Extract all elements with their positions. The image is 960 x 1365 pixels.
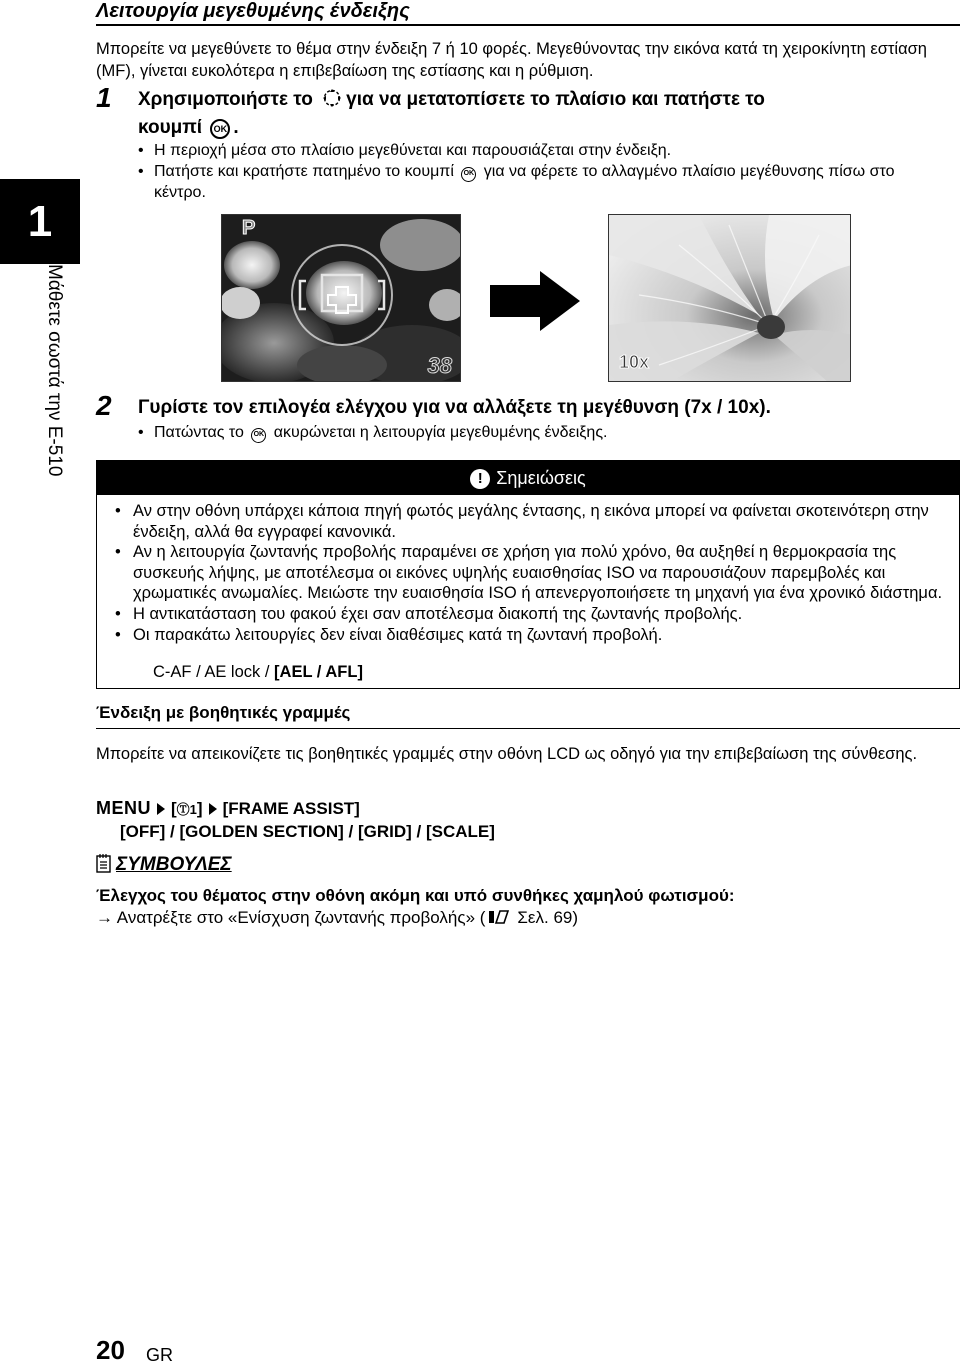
custom-menu-tab-icon: Ⓣ1 [176,802,197,817]
dpad-icon [322,88,342,108]
guides-title: Ένδειξη με βοηθητικές γραμμές [96,703,351,722]
menu-path: MENU [Ⓣ1] [FRAME ASSIST] [96,798,360,818]
list-item: • Οι παρακάτω λειτουργίες δεν είναι διαθέσιμες κατά τη ζωντανή προβολή. [113,625,943,646]
live-view-flowers-image [222,215,461,382]
list-item: • Πατήστε και κρατήστε πατημένο το κουμπί OK για να φέρετε το αλλαγμένο πλαίσιο μεγέθυνσης πίσω στο κέντρο. [138,161,938,203]
section-divider [96,24,960,26]
menu-button-label: MENU [96,798,151,818]
step-1-number: 1 [96,82,112,113]
page-reference-icon [487,909,509,925]
arrow-right-icon [490,271,580,331]
list-item: • Η περιοχή μέσα στο πλαίσιο μεγεθύνεται και παρουσιάζεται στην ένδειξη. [138,140,938,161]
step-1-bullets [138,140,938,203]
ok-button-icon: OK [461,167,476,182]
menu-item-frame-assist: [FRAME ASSIST] [222,799,360,818]
notes-header: ! Σημειώσεις [97,461,959,495]
chapter-tab-number: 1 [0,179,80,264]
frame-assist-options: [OFF] / [GOLDEN SECTION] / [GRID] / [SCALE] [120,822,495,841]
arrow-icon: → [96,908,113,927]
arrow-right-icon [157,803,165,815]
section-title: Λειτουργία μεγεθυμένης ένδειξης [96,0,410,22]
ok-button-icon: OK [251,428,266,443]
chapter-tab-label: Μάθετε σωστά την E-510 [44,264,65,477]
arrow-right-icon [209,803,217,815]
unavailable-functions: C-AF / AE lock / [AEL / AFL] [153,663,363,681]
magnified-view-screen [608,214,851,382]
list-item: • Η αντικατάσταση του φακού έχει σαν αποτέλεσμα διακοπή της ζωντανής προβολής. [113,604,943,625]
page-number: 20 [96,1335,125,1365]
live-view-screen [221,214,461,382]
step-2-number: 2 [96,390,112,421]
step-1: 1 Χρησιμοποιήστε το για να μετατοπίσετε το πλαίσιο και πατήστε το κουμπί OK . [96,82,765,138]
section-intro: Μπορείτε να μεγεθύνετε το θέμα στην ένδειξη 7 ή 10 φορές. Μεγεθύνοντας την εικόνα κατά τη χειροκίνητη εστίαση (MF), γίνεται ευκολότερα η επιβεβαίωση της εστίασης και η ρύθμιση. [96,40,927,80]
step-2: 2 Γυρίστε τον επιλογέα ελέγχου για να αλλάξετε τη μεγέθυνση (7x / 10x). [96,390,771,421]
tips-title: ΣΥΜΒΟΥΛΕΣ [96,853,232,876]
list-item: • Αν στην οθόνη υπάρχει κάποια πηγή φωτός μεγάλης έντασης, η εικόνα μπορεί να φαίνεται σκοτεινότερη στην ένδειξη, αλλά θα εγγραφεί κανονικά. [113,501,943,542]
shooting-mode-indicator: P [242,217,256,239]
notes-box [96,460,960,689]
remaining-shots-indicator: 38 [427,353,452,378]
guides-intro: Μπορείτε να απεικονίζετε τις βοηθητικές γραμμές στην οθόνη LCD ως οδηγό για την επιβεβαίωση της σύνθεσης. [96,745,918,763]
zoom-indicator: 10x [619,352,650,372]
guides-divider [96,728,960,729]
list-item: • Πατώντας το OK ακυρώνεται η λειτουργία μεγεθυμένης ένδειξης. [138,422,938,443]
ok-button-icon: OK [210,119,230,139]
warning-icon: ! [470,469,490,489]
language-code: GR [146,1345,173,1365]
notepad-icon [96,853,112,873]
list-item: • Αν η λειτουργία ζωντανής προβολής παραμένει σε χρήση για πολύ χρόνο, θα αυξηθεί η θερμοκρασία της συσκευής λήψης, με αποτέλεσμα οι εικόνες υψηλής ευαισθησίας ISO να παρουσιάζουν παρεμβολές και χρωματικές ανωμαλίες. Μειώστε την ευαισθησία ISO ή απενεργοποιήσετε τη μηχανή για ένα χρονικό διάστημα. [113,542,943,604]
tips-question: Έλεγχος του θέματος στην οθόνη ακόμη και υπό συνθήκες χαμηλού φωτισμού: [96,886,735,905]
notes-list [113,501,943,645]
tips-answer: → Ανατρέξτε στο «Ενίσχυση ζωντανής προβολής» ( Σελ. 69) [96,908,579,927]
step-2-bullets [138,422,938,443]
